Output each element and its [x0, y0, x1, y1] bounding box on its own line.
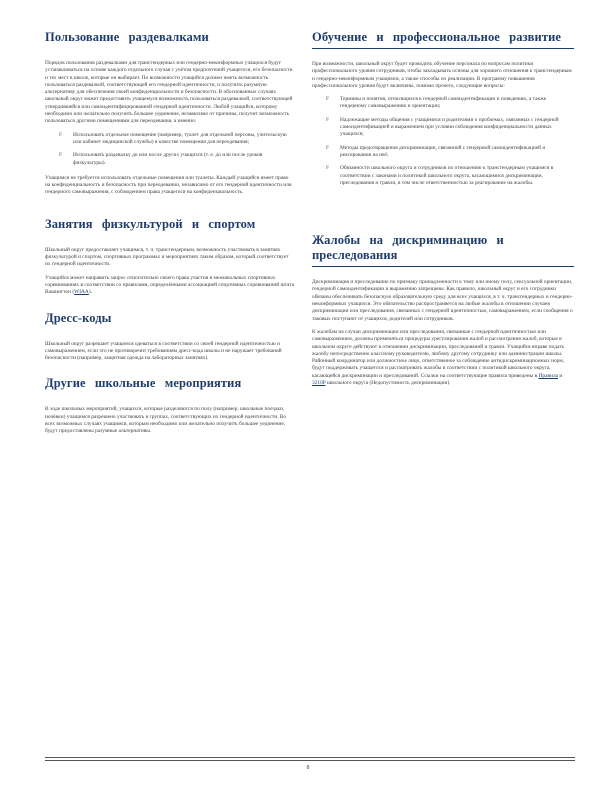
- bullet-icon: F: [326, 96, 329, 103]
- paragraph: В ходе школьных мероприятий, учащихся, которые разделяются по полу (например, школьные поездки, ночёвки) учащимся разрешено участвовать в группах, соответствующих их гендерной идентичности. Во всех возможных случаях учащимся, которым необходимо или желательно получить большее уединение, будут предоставлены разумные альтернативы.: [45, 406, 287, 435]
- paragraph-text-mid: и: [558, 372, 563, 379]
- page-number: 8: [306, 765, 310, 771]
- right-column: [312, 30, 574, 401]
- section-dress-code: [45, 311, 295, 363]
- section-sports: [45, 217, 295, 297]
- paragraph: При возможности, школьный округ будет проводить обучение персонала по вопросам политики профессионального уровня сотрудников, чтобы закладывать основы для хорошего отношения к трансгендерным и гендерно-неконформным учащимся, а также способы их реализации. В программу повышения профессионального уровня будут включены, помимо прочего, следующие вопросы:: [312, 61, 572, 89]
- paragraph-text: Учащийся может направить запрос относительно своего права участия в межшкольных спортивных соревнованиях в соответствии со правилами, определёнными ассоциацией спортивных соревнований штата Вашингтон (: [45, 274, 295, 296]
- section-title: Занятия физкультурой и спортом: [45, 216, 256, 231]
- list-item: [312, 165, 574, 187]
- bullet-icon: F: [326, 144, 329, 151]
- paragraph: Порядок пользования раздевалками для трансгендерных или гендерно-неконформных учащихся будут устанавливаться на основе каждого отдельного случая с учётом предпочтений учащегося, его безопасности и тех мест в школе, которые он выбирает. По возможности учащийся должен иметь возможность пользоваться раздевалкой, соответствующей его гендерной идентичности, и получить разумную альтернативу для обеспечения своей конфиденциальности и безопасности. В обоснованных случаях школьный округ может предоставить учащемуся возможность пользоваться раздевалкой, соответствующей утвердившейся или самоидентифицированной гендерной идентичности. Любой учащийся, которому необходимо или желательно получить большее уединение, независимо от причины, получит возможность пользоваться другими помещениями для переодевания, а именно:: [45, 60, 293, 125]
- procedure-3210p-link[interactable]: 3210P: [312, 380, 326, 387]
- paragraph: Школьный округ предоставляет учащимся, т. ч. трансгендерным, возможность участвовать в занятиях физкультурой и спортом, спортивных программах и мероприятиях таким образом, который соответствует их гендерной идентичности.: [45, 246, 289, 268]
- section-title: Обучение и профессиональное развитие: [312, 30, 574, 49]
- section-title: Пользование раздевалками: [45, 30, 209, 44]
- list-item: [45, 132, 295, 147]
- paragraph-text-end: ).: [88, 289, 92, 296]
- bullet-icon: F: [326, 165, 329, 172]
- paragraph: [312, 329, 574, 387]
- list-item: [312, 96, 574, 111]
- section-complaints: [312, 233, 574, 387]
- list-item: [312, 145, 574, 160]
- policy-link[interactable]: Правила: [538, 372, 559, 379]
- paragraph: Учащимся не требуется использовать отдельные помещения или туалеты. Каждый учащийся имеет право на конфиденциальность и безопасность при переодевании, независимо от его гендерной идентичности или гендерного самовыражения, с соблюдением права учащегося на конфиденциальность.: [45, 174, 292, 196]
- bullet-list: [45, 132, 295, 167]
- paragraph-text-end: школьного округа (Недопустимость дискриминации).: [325, 380, 451, 387]
- left-column: [45, 30, 295, 450]
- section-title: Другие школьные мероприятия: [45, 376, 242, 391]
- list-item-text: Использовать отдельное помещение (например, туалет для отдельной персоны, учительскую или кабинет медицинской службы) в качестве помещения для переодевания;: [73, 131, 287, 145]
- bullet-icon: F: [59, 131, 62, 138]
- section-title: Жалобы на дискриминацию и преследования: [312, 233, 574, 267]
- list-item: [312, 117, 574, 139]
- list-item-text: Обязанности школьного округа и сотрудников по отношению к трансгендерным учащимся в соответствии с законами и политикой школьного округа, касающимися дискриминации, преследования и травли, в том числе ответственностью за реагирование на жалобы.: [340, 165, 554, 186]
- section-title: Дресс-коды: [45, 310, 112, 325]
- list-item-text: Методы предотвращения дискриминации, связанной с гендерной самоидентификацией и реагирования на неё;: [340, 144, 546, 158]
- paragraph-text: К жалобам на случаи дискриминации или преследования, связанные с гендерной идентичностью или самовыражением, должны применяться процедуры урегулирования жалоб и рассмотрения жалоб, которые в школьном округе действуют в отношении дискриминации, преследований и травли. Учащийся вправе подать жалобу непосредственно классному руководителю, любому другому сотруднику или администрации школы. Районный координатор или должностное лицо, ответственное за соблюдение антидискриминационных норм, будут поддерживать учащегося и рассматривать жалобы в соответствии с политикой школьного округа, касающейся дискриминации и преследований. Ссылки на соответствующие правила приведены в: [312, 328, 565, 379]
- list-item-text: Надлежащие методы общения с учащимися и родителями о проблемах, связанных с гендерной самоидентификацией и выражением при условии соблюдения конфиденциальности данных учащихся;: [340, 116, 559, 138]
- paragraph: [45, 275, 295, 297]
- bullet-icon: F: [59, 152, 62, 159]
- paragraph: Дискриминация и преследование по признаку принадлежности к тому или иному полу, сексуальной ориентации, гендерной самоидентификации и выражению запрещены. Как правило, школьный округ и его сотрудники обязаны обеспечивать безопасную образовательную среду для всех учащихся, в т. ч. трансгендерных и гендерно-неконформных учащихся. Это обязательство распространяется на любые жалобы в отношении случаев дискриминации или преследования, связанных с гендерной идентичностью, самовыражением, если сообщения о таковых поступают от учащихся, родителей или сотрудников.: [312, 279, 573, 322]
- section-locker-rooms: [45, 30, 295, 197]
- wiaa-link[interactable]: WIAA: [74, 289, 89, 296]
- footer-divider: [45, 760, 575, 761]
- list-item-text: Использовать раздевалку до или после других учащихся (т. е. до или после уроков физкультуры).: [73, 152, 263, 166]
- bullet-list: [312, 96, 574, 187]
- section-training: [312, 30, 574, 187]
- list-item-text: Термины и понятия, относящиеся к гендерной самоидентификации и поведению, а также гендерному самовыражению и ориентации;: [340, 96, 547, 110]
- section-other-activities: [45, 376, 295, 435]
- paragraph: Школьный округ разрешает учащимся одеваться в соответствии со своей гендерной идентичностью и самовыражением, если это не противоречит требованиям дресс-кода школы и не нарушает требований безопасности (например, защитная одежда на лабораторных занятиях).: [45, 340, 282, 362]
- bullet-icon: F: [326, 116, 329, 123]
- list-item: [45, 152, 295, 167]
- footer-divider: [45, 757, 575, 758]
